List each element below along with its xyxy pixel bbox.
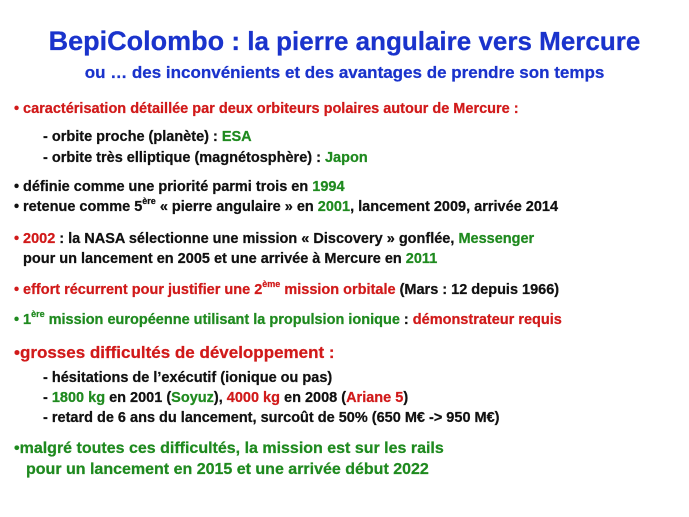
bullet-text: grosses difficultés de développement : xyxy=(19,343,335,362)
bullet-icon: • xyxy=(14,199,20,215)
bullet-text: pour un lancement en 2005 et une arrivée à Mercure en xyxy=(23,251,406,267)
bullet-icon: • xyxy=(14,343,20,362)
esa-label: ESA xyxy=(221,129,252,145)
soyuz-label: Soyuz xyxy=(171,390,214,406)
bullet-characterisation xyxy=(14,102,519,117)
ordinal-sup: ère xyxy=(31,309,45,320)
bullet-nasa-continued xyxy=(23,252,437,267)
bullet-difficulties xyxy=(14,344,335,361)
bullet-text: , lancement 2009, arrivée 2014 xyxy=(350,199,559,215)
ordinal-sup: ère xyxy=(142,196,156,207)
slide-title xyxy=(0,28,689,55)
sub-item-delay: - retard de 6 ans du lancement, surcoût de 50% (650 M€ -> 950 M€) xyxy=(43,410,500,426)
bullet-text: effort récurrent pour justifier une 2 xyxy=(23,282,263,298)
sub-item-text: - orbite proche (planète) : xyxy=(43,129,222,145)
bullet-icon: • xyxy=(14,101,20,117)
bullet-icon: • xyxy=(14,282,20,298)
title-rest: : la pierre angulaire vers Mercure xyxy=(224,26,641,56)
sub-item-text: - orbite très elliptique (magnétosphère) : xyxy=(43,150,325,166)
sub-item-text: en 2008 ( xyxy=(279,390,347,406)
sub-item-japon xyxy=(43,151,368,166)
bullet-text: définie comme une priorité parmi trois en xyxy=(23,179,313,195)
bullet-conclusion-continued: pour un lancement en 2015 et une arrivée début 2022 xyxy=(26,461,429,478)
sub-item-mass xyxy=(43,391,408,406)
title-main: BepiColombo xyxy=(48,26,225,56)
mass-2008: 4000 kg xyxy=(226,390,280,406)
bullet-text: retenue comme 5 xyxy=(23,199,143,215)
bullet-icon: • xyxy=(14,231,20,247)
bullet-second-orbital xyxy=(14,279,560,298)
bullet-text: mission orbitale xyxy=(280,282,396,298)
bullet-icon: • xyxy=(14,440,20,457)
sub-item-text: - xyxy=(43,390,52,406)
bullet-conclusion xyxy=(14,441,444,457)
bullet-icon: • xyxy=(14,179,20,195)
sub-item-text: en 2001 ( xyxy=(105,390,172,406)
year-1994: 1994 xyxy=(312,179,345,195)
bullet-text: mission européenne utilisant la propulsion ionique xyxy=(44,312,400,328)
sub-item-esa xyxy=(43,130,252,145)
bullet-text: 1 xyxy=(23,312,32,328)
ordinal-sup: ème xyxy=(262,279,281,290)
year-2011: 2011 xyxy=(405,251,438,267)
bullet-text: malgré toutes ces difficultés, la mission est sur les rails xyxy=(19,440,444,457)
bullet-nasa xyxy=(14,232,534,247)
mars-note: (Mars : 12 depuis 1966) xyxy=(395,282,560,298)
mass-2001: 1800 kg xyxy=(51,390,106,406)
year-2002: 2002 xyxy=(23,231,56,247)
bullet-text: caractérisation détaillée par deux orbiteurs polaires autour de Mercure : xyxy=(23,101,519,117)
separator: : xyxy=(399,312,413,328)
bullet-text: « pierre angulaire » en xyxy=(155,199,318,215)
messenger-label: Messenger xyxy=(458,231,535,247)
slide-subtitle: ou … des inconvénients et des avantages de prendre son temps xyxy=(84,63,605,82)
demonstrator-label: démonstrateur requis xyxy=(412,312,562,328)
bullet-icon: • xyxy=(14,312,20,328)
sub-item-hesitations: - hésitations de l’exécutif (ionique ou pas) xyxy=(43,370,333,386)
ariane-label: Ariane 5 xyxy=(346,390,404,406)
sub-item-text: ), xyxy=(213,390,227,406)
japon-label: Japon xyxy=(324,150,368,166)
sub-item-text: ) xyxy=(403,390,409,406)
year-2001: 2001 xyxy=(317,199,351,215)
bullet-priority xyxy=(14,180,345,195)
bullet-text: : la NASA sélectionne une mission « Discovery » gonflée, xyxy=(55,231,459,247)
bullet-cornerstone xyxy=(14,196,559,215)
bullet-ionic xyxy=(14,309,562,328)
